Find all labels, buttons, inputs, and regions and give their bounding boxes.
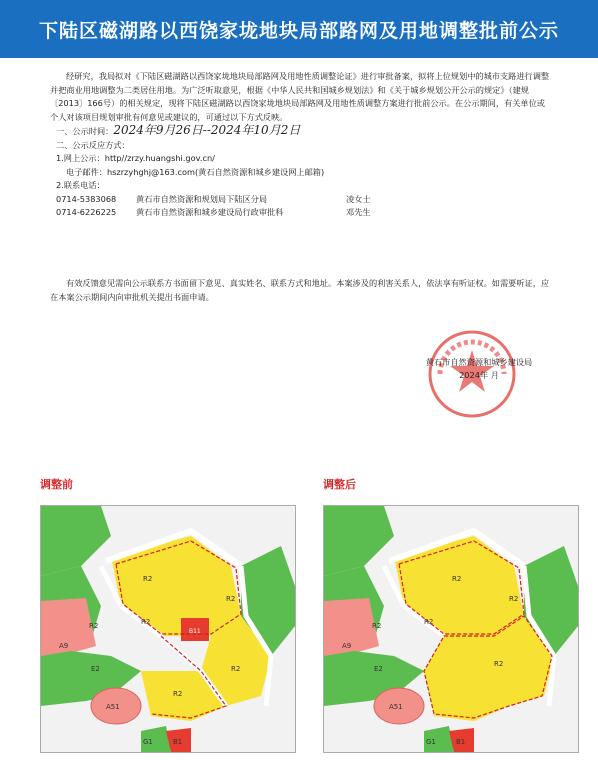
notice-body	[50, 70, 550, 220]
signoff-date: 2024年 月	[459, 370, 499, 380]
contact-name: 邓先生	[346, 207, 371, 217]
contact-row	[50, 206, 550, 220]
map-label: B11	[189, 628, 201, 635]
map-label: A51	[389, 703, 403, 711]
signoff	[414, 356, 544, 382]
map-after	[323, 505, 579, 753]
map-label: B1	[456, 738, 466, 746]
map-label: R2	[89, 622, 99, 630]
map-label: E2	[91, 665, 100, 673]
period-line	[50, 124, 550, 139]
map-label: R2	[226, 595, 236, 603]
contact-row	[50, 193, 550, 207]
map-label: B1	[173, 738, 183, 746]
phone-label: 2.联系电话：	[56, 180, 105, 190]
web-line[interactable]: 1.网上公示：http//zrzy.huangshi.gov.cn/	[56, 153, 215, 163]
map-label: E2	[374, 665, 383, 673]
feedback-label: 二、公示反应方式：	[56, 139, 130, 150]
contact-org: 黄石市自然资源和城乡建设局行政审批科	[136, 207, 284, 217]
map-label: R2	[424, 618, 434, 626]
contact-tel: 0714-6226225	[56, 207, 117, 217]
map-label: R2	[143, 575, 153, 583]
title-banner	[0, 0, 598, 58]
intro-paragraph: 经研究，我局拟对《下陆区磁湖路以西饶家垅地块局部路网及用地性质调整论证》进行审批备案，拟将上位规划中的城市支路进行调整并把商业用地调整为二类居住用地。为广泛听取意见，根据《中华人民共和国城乡规划法》和《关于城乡规划公开公示的规定》（建规〔2013〕166号）的相关规定，现将下陆区磁湖路以西饶家垅地块局部路网及用地性质调整方案进行批前公示。在公示期间，有关单位或个人对该项目规划审批有何意见或建议的，可通过以下方式反映。	[50, 71, 550, 122]
map-label: G1	[143, 738, 153, 746]
map-label: R2	[231, 665, 241, 673]
map-after-label: 调整后	[323, 478, 356, 491]
map-label: A9	[59, 642, 69, 650]
map-label: R2	[372, 622, 382, 630]
page-title: 下陆区磁湖路以西饶家垅地块局部路网及用地调整批前公示	[38, 19, 559, 42]
map-label: R2	[452, 575, 462, 583]
map-label: R2	[141, 618, 151, 626]
period-value: 2024年9月26日--2024年10月2日	[113, 123, 301, 137]
map-label: R2	[494, 660, 504, 668]
map-label: R2	[509, 595, 519, 603]
map-label: G1	[426, 738, 436, 746]
email-line[interactable]: 电子邮件：hszrzyhghj@163.com(黄石自然资源和城乡建设网上邮箱)	[66, 166, 325, 177]
map-before-label: 调整前	[40, 478, 73, 491]
map-before	[40, 505, 296, 753]
map-label: R2	[173, 690, 183, 698]
contact-org: 黄石市自然资源和规划局下陆区分局	[136, 193, 268, 204]
contact-tel: 0714-5383068	[56, 193, 117, 204]
notice-paragraph: 有效反馈意见需向公示联系方书面留下意见、真实姓名、联系方式和地址。本案涉及的利害关系人，依法享有听证权。如需要听证，应在本案公示期间内向审批机关提出书面申请。	[50, 278, 550, 302]
map-label: A9	[342, 642, 352, 650]
period-label: 一、公示时间：	[56, 126, 114, 136]
map-label: A51	[106, 703, 120, 711]
signoff-org: 黄石市自然资源和城乡建设局	[425, 357, 533, 367]
contact-name: 凌女士	[346, 193, 371, 204]
